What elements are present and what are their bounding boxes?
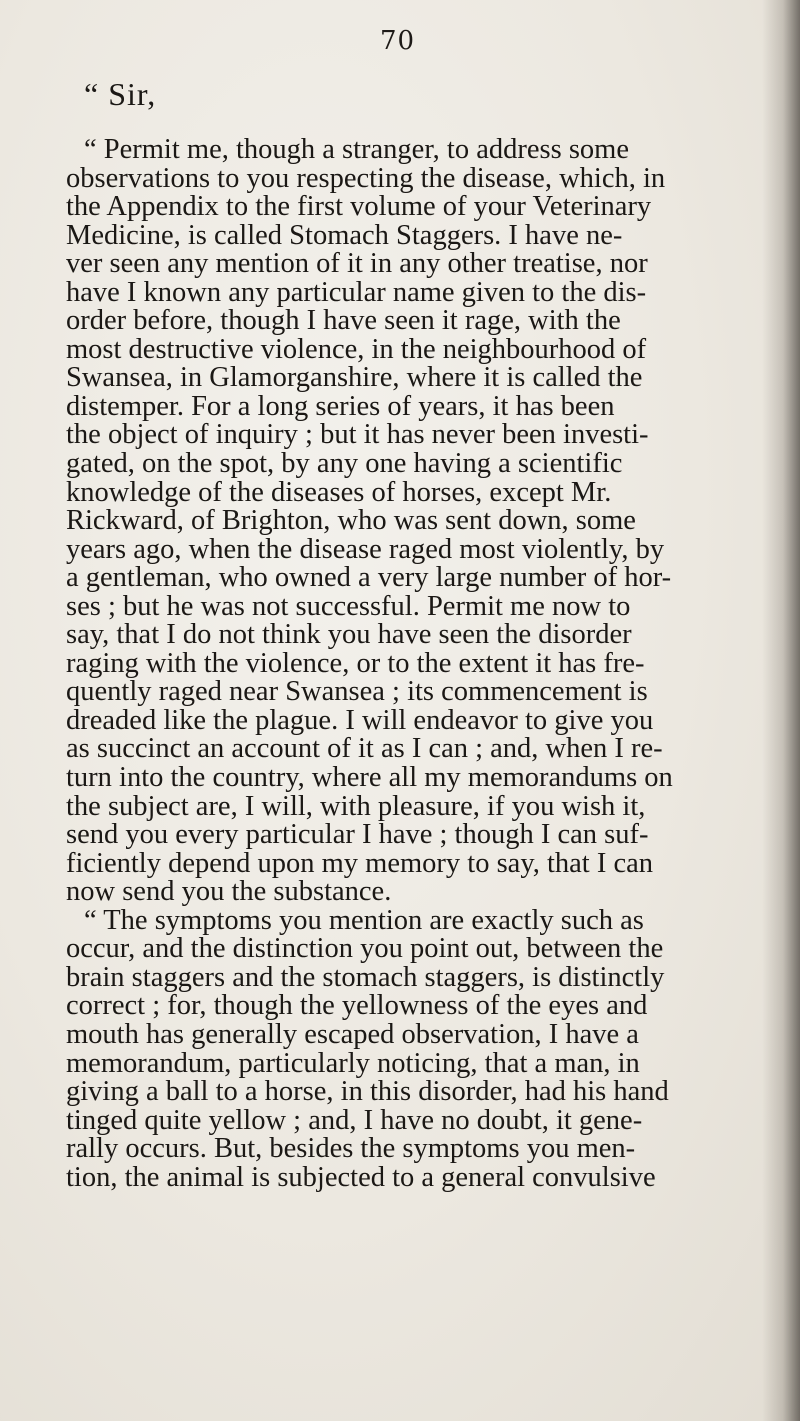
text-line: years ago, when the disease raged most violently, by — [66, 533, 665, 565]
text-line: “ Permit me, though a stranger, to address some — [84, 134, 629, 165]
text-line: correct ; for, though the yellowness of the eyes and — [66, 990, 648, 1022]
text-line: quently raged near Swansea ; its commencement is — [66, 676, 648, 708]
text-line: now send you the substance. — [66, 876, 392, 908]
text-line: ficiently depend upon my memory to say, that I can — [66, 847, 653, 879]
text-line: tinged quite yellow ; and, I have no doubt, it gene- — [66, 1104, 643, 1136]
text-line: memorandum, particularly noticing, that a man, in — [66, 1047, 640, 1079]
text-line: observations to you respecting the disease, which, in — [66, 162, 666, 194]
salutation: “ Sir, — [84, 76, 157, 112]
text-line: giving a ball to a horse, in this disorder, had his hand — [66, 1076, 669, 1108]
text-line: have I known any particular name given to the dis- — [66, 276, 647, 308]
text-line: tion, the animal is subjected to a general convulsive — [66, 1161, 656, 1193]
text-line: dreaded like the plague. I will endeavor to give you — [66, 704, 654, 736]
text-line: ver seen any mention of it in any other treatise, nor — [66, 248, 648, 280]
text-line: the subject are, I will, with pleasure, if you wish it, — [66, 790, 646, 822]
text-line: send you every particular I have ; though I can suf- — [66, 819, 649, 851]
text-line: raging with the violence, or to the extent it has fre- — [66, 647, 645, 679]
text-line: Rickward, of Brighton, who was sent down, some — [66, 505, 636, 537]
text-line: knowledge of the diseases of horses, except Mr. — [66, 476, 612, 508]
text-line: turn into the country, where all my memorandums on — [66, 762, 673, 794]
text-line: Medicine, is called Stomach Staggers. I have ne- — [66, 219, 623, 251]
page-number: 70 — [380, 26, 416, 56]
text-line: occur, and the distinction you point out, between the — [66, 933, 664, 965]
text-line: as succinct an account of it as I can ; and, when I re- — [66, 733, 663, 765]
text-line: distemper. For a long series of years, it has been — [66, 390, 615, 422]
text-line: the Appendix to the first volume of your Veterinary — [66, 191, 652, 223]
text-line: order before, though I have seen it rage, with the — [66, 305, 621, 337]
text-line: rally occurs. But, besides the symptoms you men- — [66, 1133, 636, 1165]
text-line: say, that I do not think you have seen the disorder — [66, 619, 632, 651]
text-line: ses ; but he was not successful. Permit me now to — [66, 590, 631, 622]
text-line: mouth has generally escaped observation, I have a — [66, 1018, 639, 1050]
text-line: gated, on the spot, by any one having a scientific — [66, 448, 623, 480]
text-line: brain staggers and the stomach staggers, is distinctly — [66, 961, 665, 993]
text-line: Swansea, in Glamorganshire, where it is called the — [66, 362, 643, 394]
text-line: “ The symptoms you mention are exactly such as — [84, 904, 644, 936]
text-line: the object of inquiry ; but it has never been investi- — [66, 419, 649, 451]
text-line: a gentleman, who owned a very large number of hor- — [66, 562, 672, 594]
letter-body — [48, 136, 784, 1192]
text-line: most destructive violence, in the neighbourhood of — [66, 333, 647, 365]
